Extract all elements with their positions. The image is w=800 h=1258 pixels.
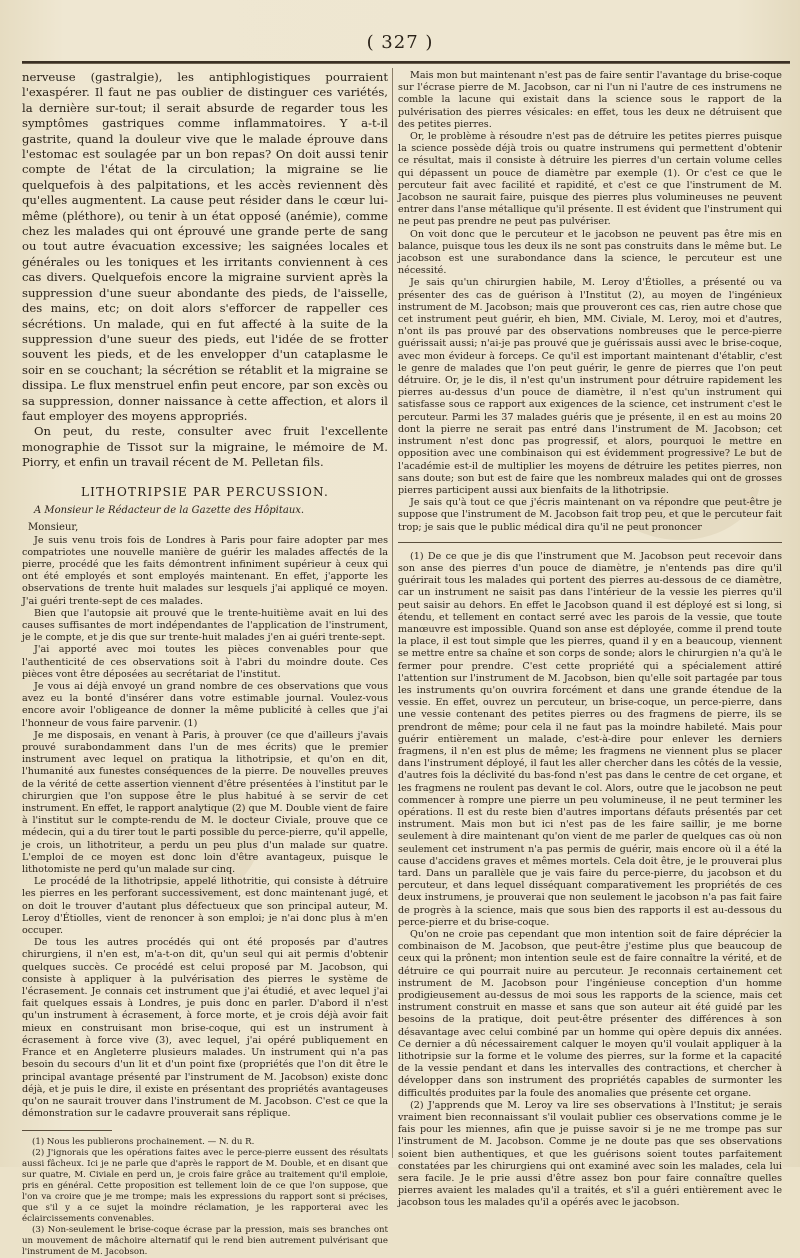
footnotes (398, 551, 782, 1210)
letter-paragraph: Je sais qu'un chirurgien habile, M. Leroy d'Étiolles, a présenté ou va présenter des cas de guérison à l'Institut (2), au moyen de l'ingénieux instrument de M. Jacobson; mais que prouveront ces cas, rien autre chose que cet instrument peut guérir, eh bien, MM. Civiale, M. Leroy, moi et d'autres, n'ont ils pas prouvé par des observations nombreuses que le perce-pierre guérissait aussi; n'ai-je pas prouvé que je guérissais aussi avec le brise-coque, avec mon évideur à forceps. Ce qu'il est important maintenant d'établir, c'est le genre de malades que l'on peut guérir, le genre de pierres que l'on peut détruire. Or, je le dis, il n'est qu'un instrument pour détruire rapidement les pierres au-dessus d'un pouce de diamètre, il n'est qu'un instrument qui satisfasse sous ce rapport aux exigences de la science, cet instrument c'est le percuteur. Parmi les 37 malades guéris que je présente, il en est au moins 20 dont la pierre ne serait pas entré dans l'instrument de M. Jacobson; cet instrument n'est donc pas progressif, et alors, pourquoi le mettre en opposition avec une combinaison qui est évidemment progressive? Le but de l'académie est-il de multiplier les moyens de détruire les petites pierres, non sans doute; son but est de faire que les nombreux malades qui ont de grosses pierres participent aussi aux bienfaits de la lithotripsie. (398, 277, 782, 496)
footnote: (2) J'apprends que M. Leroy va lire ses observations à l'Institut; je serais vraiment bien reconnaissant s'il voulait publier ces observations comme je le fais pour les miennes, afin que je puisse savoir si je ne me trompe pas sur l'instrument de M. Jacobson. Comme je ne doute pas que ses observations soient bien authentiques, et que les guérisons soient toutes parfaitement constatées par les chirurgiens qui ont examiné avec soin les malades, cela lui sera facile. Je le prie aussi d'être assez bon pour faire connaître quelles pierres avaient les malades qu'il a traités, et s'il a guéri entièrement avec le jacobson tous les malades qu'il a opérés avec le jacobson. (398, 1099, 782, 1209)
article-heading: LITHOTRIPSIE PAR PERCUSSION. (80, 484, 329, 499)
letter-body (22, 535, 388, 1121)
footnote: (1) Nous les publierons prochainement. — N. du R. (32, 1137, 255, 1148)
letter-paragraph: J'ai apporté avec moi toutes les pièces convenables pour que l'authenticité de ces observations soit à l'abri du moindre doute. Ces pièces vont être déposées au secrétariat de l'institut. (22, 644, 388, 680)
footnotes (22, 1137, 388, 1258)
letter-continuation (398, 70, 782, 534)
letter-paragraph: Je sais qu'à tout ce que j'écris maintenant on va répondre que peut-être je suppose que l'instrument de M. Jacobson fait trop peu, et que le percuteur fait trop; je sais que le public médical dira qu'il ne peut prononcer (398, 497, 782, 533)
letter-paragraph: Mais mon but maintenant n'est pas de faire sentir l'avantage du brise-coque sur l'écrase pierre de M. Jacobson, car ni l'un ni l'autre de ces instrumens ne comble la lacune qui existait dans la science sous le rapport de la pulvérisation des pierres vésicales: en effet, tous les deux ne détruisent que des petites pierres. (398, 70, 782, 130)
right-column (398, 70, 782, 1209)
footnote: (3) Non-seulement le brise-coque écrase par la pression, mais ses branches ont un mouvement de mâchoire alternatif qui le rend bien autrement pulvérisant que l'instrument de M. Jacobson. (22, 1225, 388, 1258)
letter-paragraph: De tous les autres procédés qui ont été proposés par d'autres chirurgiens, il n'en est, m'a-t-on dit, qu'un seul qui ait permis d'obtenir quelques succès. Ce procédé est celui proposé par M. Jacobson, qui consiste à appliquer à la pulvérisation des pierres le système de l'écrasement. Je connais cet instrument que j'ai étudié, et avec lequel j'ai fait quelques essais à Londres, je puis donc en parler. D'abord il n'est qu'un instrument à écrasement, à force morte, et je crois déjà avoir fait mieux en construisant mon brise-coque, qui est un instrument à écrasement à force vive (3), avec lequel, j'ai opéré publiquement en France et en Angleterre plusieurs malades. Un instrument qui n'a pas besoin du secours d'un lit et d'un point fixe (propriétés que l'on dit être le principal avantage présenté par l'instrument de M. Jacobson) existe donc déjà, et je puis le dire, il existe en présentant des propriétés avantageuses qu'on ne saurait trouver dans l'instrument de M. Jacobson. C'est ce que la démonstration sur le cadavre prouverait sans réplique. (22, 937, 388, 1120)
page-number: ( 327 ) (366, 32, 434, 53)
footnote-rule (22, 1130, 112, 1131)
column-divider (392, 68, 393, 1158)
letter-paragraph: On voit donc que le percuteur et le jacobson ne peuvent pas être mis en balance, puisque tous les deux ils ne sont pas construits dans le même but. Le jacobson est une surabondance dans la science, le percuteur est une nécessité. (398, 228, 782, 277)
left-column (22, 70, 388, 1258)
letter-address: A Monsieur le Rédacteur de la Gazette des Hôpitaux. (34, 504, 305, 516)
letter-paragraph: Le procédé de la lithotripsie, appelé lithotritie, qui consiste à détruire les pierres en les perforant successivement, est donc maintenant jugé, et on doit le trouver d'autant plus défectueux que son principal auteur, M. Leroy d'Étiolles, vient de renoncer à son emploi; je n'ai donc plus à m'en occuper. (22, 876, 388, 937)
letter-paragraph: Bien que l'autopsie ait prouvé que le trente-huitième avait en lui des causes suffisantes de mort indépendantes de l'application de l'instrument, je le compte, et je dis que sur trente-huit malades j'en ai guéri trente-sept. (22, 607, 388, 644)
letter-paragraph: Or, le problème à résoudre n'est pas de détruire les petites pierres puisque la science possède déjà trois ou quatre instrumens qui permettent d'obtenir ce résultat, mais il consiste à détruire les pierres d'un certain volume celles qui dépassent un pouce de diamètre par exemple (1). Or c'est ce que le percuteur fait avec facilité et rapidité, et c'est ce que l'instrument de M. Jacobson ne saurait faire, puisque des pierres plus volumineuses ne peuvent entrer dans l'anse métallique qu'il présente. Il est évident que l'instrument qui ne peut pas prendre ne peut pas pulvériser. (398, 131, 782, 228)
letter-paragraph: Je suis venu trois fois de Londres à Paris pour faire adopter par mes compatriotes une nouvelle manière de guérir les malades affectés de la pierre, procédé que les faits démontrent infiniment supérieur à ceux qui ont été employés et sont employés maintenant. En effet, j'apporte les observations de trente huit malades sur lesquels j'ai appliqué ce moyen. J'ai guéri trente-sept de ces malades. (22, 534, 388, 607)
footnote-rule (398, 542, 782, 543)
footnote: (1) De ce que je dis que l'instrument que M. Jacobson peut recevoir dans son anse des pierres d'un pouce de diamètre, je n'entends pas dire qu'il guérirait tous les malades qui portent des pierres au-dessous de ce diamètre, car un instrument ne saisit pas dans l'intérieur de la vessie les pierres qu'il peut saisir au dehors. En effet le Jacobson quand il est déployé est si long, si étendu, et tellement en contact serré avec les parois de la vessie, que toute manœuvre est impossible. Quand son anse est déployée, comme il prend toute la place, il est tout simple que les pierres, quand il y en a beaucoup, viennent se mettre entre sa chaîne et son corps de sonde; alors le chirurgien n'a qu'à le fermer pour prendre. C'est cette propriété qui a spécialement attiré l'attention sur l'instrument de M. Jacobson, bien qu'elle soit partagée par tous les instruments qu'on ouvrira forcément et dans une grande étendue de la vessie. En effet, ouvrez un percuteur, un brise-coque, un perce-pierre, dans une vessie contenant des petites pierres ou des fragmens de pierre, ils se prendront de même; pour cela il ne faut pas la moindre habileté. Mais pour guérir entièrement un malade, c'est-à-dire pour enlever les derniers fragmens, il n'en est plus de même; les fragmens ne viennent plus se placer dans l'instrument déployé, il faut les aller chercher dans les côtés de la vessie, d'autres fois la déclivité du bas-fond n'est pas dans le centre de cet organe, et les fragmens ne roulent pas devant le col. Alors, outre que le jacobson ne peut commencer à rompre une pierre un peu volumineuse, il ne peut terminer les opérations. Il est du reste bien d'autres importans défauts présentés par cet instrument. Mais mon but ici n'est pas de les faire saillir, je me borne seulement à dire maintenant qu'on vient de me parler de quelques cas où non seulement cet instrument n'a pas permis de guérir, mais encore où il a été la cause d'accidens graves et mêmes mortels. Cela doit être, je le prouverai plus tard. Dans un parallèle que je vais faire du perce-pierre, du jacobson et du percuteur, et dans lequel disséquant comparativement les propriétés de ces deux instrumens, je prouverai que non seulement le jacobson n'a pas fait faire de progrès à la science, mais que sous bien des rapports il est au-dessous du perce-pierre et du brise-coque. (398, 550, 782, 928)
letter-paragraph: Je vous ai déjà envoyé un grand nombre de ces observations que vous avez eu la bonté d'insérer dans votre estimable journal. Voulez-vous encore avoir l'obligeance de donner la même publicité à celles que j'ai l'honneur de vous faire parvenir. (1) (22, 681, 388, 729)
letter-salutation: Monsieur, (28, 521, 79, 533)
intro-article (22, 70, 388, 471)
footnote: (2) J'ignorais que les opérations faites avec le perce-pierre eussent des résultats aussi fâcheux. Ici je ne parle que d'après le rapport de M. Double, et en disant que sur quatre, M. Civiale en perd un, je crois faire grâce au traitement qu'il emploie, pris en général. Cette proposition est tellement loin de ce que l'on suppose, que l'on va croire que je me trompe; mais les expressions du rapport sont si précises, que s'il y a ce sujet la moindre réclamation, je les rapporterai avec les éclaircissements convenables. (22, 1148, 388, 1225)
header-rule (22, 61, 790, 64)
article-paragraph: nerveuse (gastralgie), les antiphlogistiques pourraient l'exaspérer. Il faut ne pas oublier de distinguer ces variétés, la dernière sur-tout; il serait absurde de regarder tous les symptômes gastriques comme inflammatoires. Y a-t-il gastrite, quand la douleur vive que le malade éprouve dans l'estomac est soulagée par un bon repas? On doit aussi tenir compte de l'état de la circulation; la migraine se lie quelquefois à des palpitations, et les accès reviennent dès qu'elles augmentent. La cause peut résider dans le cœur lui-même (pléthore), ou tenir à un état opposé (anémie), comme chez les malades qui ont éprouvé une grande perte de sang ou tout autre évacuation excessive; les saignées locales et générales ou les toniques et les irritants conviennent à ces cas divers. Quelquefois encore la migraine survient après la suppression d'une sueur abondante des pieds, de l'aisselle, des mains, etc; on doit alors s'efforcer de rappeller ces sécrétions. Un malade, qui en fut affecté à la suite de la suppression d'une sueur des pieds, eut l'idée de se frotter souvent les pieds, et de les envelopper d'un cataplasme le soir en se couchant; la sécrétion se rétablit et la migraine se dissipa. Le flux menstruel enfin peut encore, par son excès ou sa suppression, donner naissance à cette affection, et alors il faut employer des moyens appropriés. (22, 70, 388, 423)
letter-paragraph: Je me disposais, en venant à Paris, à prouver (ce que d'ailleurs j'avais prouvé surabondamment dans l'un de mes écrits) que le premier instrument avec lequel on pratiqua la lithotripsie, et qu'on en dit, l'humanité aux funestes conséquences de la pierre. De nouvelles preuves de la vérité de cette assertion viennent d'être présentées à l'institut par le chirurgien que l'on suppose être le plus habitué à se servir de cet instrument. En effet, le rapport analytique (2) que M. Double vient de faire à l'institut sur le compte-rendu de M. le docteur Civiale, prouve que ce médecin, qui a du tirer tout le parti possible du perce-pierre, qu'il appelle, je crois, un lithotriteur, a perdu un peu plus d'un malade sur quatre. L'emploi de ce moyen est donc loin d'être avantageux, puisque le lithotomiste ne perd qu'un malade sur cinq. (22, 729, 388, 876)
article-paragraph: On peut, du reste, consulter avec fruit l'excellente monographie de Tissot sur la migraine, le mémoire de M. Piorry, et enfin un travail récent de M. Pelletan fils. (22, 424, 388, 470)
footnote: Qu'on ne croie pas cependant que mon intention soit de faire déprécier la combinaison de M. Jacobson, que peut-être j'estime plus que beaucoup de ceux qui la prônent; mon intention seule est de faire connaître la vérité, et de détruire ce qui pourrait nuire au percuteur. Je reconnais certainement cet instrument de M. Jacobson pour l'ingénieuse conception d'un homme prodigieusement au-dessus de moi sous les rapports de la science, mais cet instrument construit en masse et sans que son auteur ait été guidé par les besoins de la pratique, doit peut-être présenter des différences à son désavantage avec celui combiné par un homme qui opère depuis dix années. Ce dernier a dû nécessairement calquer le moyen qu'il voulait appliquer à la lithotripsie sur la forme et le volume des pierres, sur la forme et la capacité de la vessie pendant et dans les intervalles des contractions, et chercher à développer dans son instrument des propriétés capables de surmonter les difficultés produites par la foule des anomalies que présente cet organe. (398, 929, 782, 1099)
